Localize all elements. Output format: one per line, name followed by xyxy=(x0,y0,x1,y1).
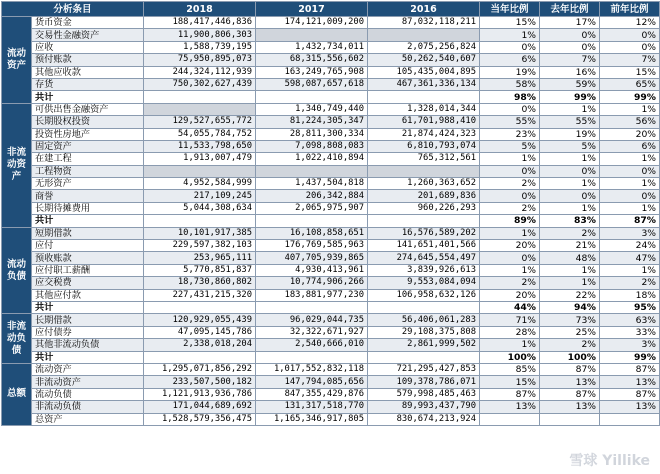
value-2018 xyxy=(144,301,256,313)
value-2018: 1,295,071,856,292 xyxy=(144,363,256,375)
value-2018: 1,121,913,936,786 xyxy=(144,388,256,400)
header-item: 分析条目 xyxy=(2,2,144,17)
value-2016: 16,576,589,202 xyxy=(368,227,480,239)
group-label: 流动资产 xyxy=(2,17,32,104)
value-2018: 2,338,018,204 xyxy=(144,339,256,351)
table-row xyxy=(2,289,660,301)
table-row xyxy=(2,401,660,413)
ratio-prior-year: 6% xyxy=(600,140,660,152)
value-2017: 407,705,939,865 xyxy=(256,252,368,264)
value-2017 xyxy=(256,91,368,103)
value-2016 xyxy=(368,165,480,177)
ratio-last-year: 7% xyxy=(540,54,600,66)
value-2017: 68,315,556,602 xyxy=(256,54,368,66)
row-label: 共计 xyxy=(32,301,144,313)
value-2017: 598,087,657,618 xyxy=(256,78,368,90)
table-row xyxy=(2,264,660,276)
value-2017: 1,017,552,832,118 xyxy=(256,363,368,375)
ratio-current: 2% xyxy=(480,277,540,289)
value-2017 xyxy=(256,165,368,177)
table-row xyxy=(2,116,660,128)
header-2018: 2018 xyxy=(144,2,256,17)
table-row xyxy=(2,339,660,351)
value-2018: 5,770,851,837 xyxy=(144,264,256,276)
value-2018: 54,055,784,752 xyxy=(144,128,256,140)
ratio-current: 15% xyxy=(480,376,540,388)
ratio-current: 1% xyxy=(480,29,540,41)
ratio-prior-year: 3% xyxy=(600,227,660,239)
ratio-last-year: 87% xyxy=(540,363,600,375)
value-2018: 11,533,798,650 xyxy=(144,140,256,152)
row-label: 其他非流动负债 xyxy=(32,339,144,351)
value-2018: 188,417,446,836 xyxy=(144,17,256,29)
ratio-last-year: 48% xyxy=(540,252,600,264)
value-2016: 21,874,424,323 xyxy=(368,128,480,140)
value-2016: 9,553,084,094 xyxy=(368,277,480,289)
ratio-current: 1% xyxy=(480,227,540,239)
ratio-last-year: 16% xyxy=(540,66,600,78)
value-2017: 1,165,346,917,805 xyxy=(256,413,368,425)
table-row xyxy=(2,54,660,66)
value-2017: 147,794,085,656 xyxy=(256,376,368,388)
table-row xyxy=(2,227,660,239)
value-2016: 50,262,540,607 xyxy=(368,54,480,66)
value-2016: 721,295,427,853 xyxy=(368,363,480,375)
value-2016: 106,958,632,126 xyxy=(368,289,480,301)
value-2016: 87,032,118,211 xyxy=(368,17,480,29)
ratio-current: 0% xyxy=(480,252,540,264)
value-2017: 176,769,585,963 xyxy=(256,240,368,252)
ratio-last-year: 73% xyxy=(540,314,600,326)
ratio-current: 1% xyxy=(480,264,540,276)
ratio-current: 20% xyxy=(480,289,540,301)
ratio-prior-year: 1% xyxy=(600,264,660,276)
ratio-prior-year: 56% xyxy=(600,116,660,128)
table-row xyxy=(2,376,660,388)
table-row xyxy=(2,140,660,152)
value-2018: 5,044,308,634 xyxy=(144,202,256,214)
ratio-prior-year: 24% xyxy=(600,240,660,252)
ratio-prior-year: 1% xyxy=(600,178,660,190)
value-2017: 174,121,009,200 xyxy=(256,17,368,29)
ratio-prior-year: 0% xyxy=(600,165,660,177)
value-2018: 244,324,112,939 xyxy=(144,66,256,78)
value-2018: 229,597,382,103 xyxy=(144,240,256,252)
ratio-last-year: 99% xyxy=(540,91,600,103)
value-2016: 830,674,213,924 xyxy=(368,413,480,425)
value-2017 xyxy=(256,351,368,363)
value-2018: 120,929,055,439 xyxy=(144,314,256,326)
ratio-current: 0% xyxy=(480,41,540,53)
ratio-current: 1% xyxy=(480,339,540,351)
value-2018: 227,431,215,320 xyxy=(144,289,256,301)
ratio-prior-year: 95% xyxy=(600,301,660,313)
value-2017 xyxy=(256,301,368,313)
row-label: 总资产 xyxy=(32,413,144,425)
ratio-last-year: 17% xyxy=(540,17,600,29)
row-label: 预付账款 xyxy=(32,54,144,66)
row-label: 其他应付款 xyxy=(32,289,144,301)
ratio-last-year: 0% xyxy=(540,190,600,202)
ratio-current: 15% xyxy=(480,17,540,29)
value-2016 xyxy=(368,29,480,41)
header-last-year-ratio: 去年比例 xyxy=(540,2,600,17)
value-2018: 171,044,689,692 xyxy=(144,401,256,413)
row-label: 应付债券 xyxy=(32,326,144,338)
table-row xyxy=(2,190,660,202)
value-2018: 4,952,584,999 xyxy=(144,178,256,190)
ratio-prior-year: 87% xyxy=(600,215,660,227)
ratio-prior-year xyxy=(600,413,660,425)
total-row xyxy=(2,301,660,313)
value-2016: 765,312,561 xyxy=(368,153,480,165)
value-2016: 141,651,401,566 xyxy=(368,240,480,252)
value-2016: 2,075,256,824 xyxy=(368,41,480,53)
table-row xyxy=(2,314,660,326)
row-label: 应付职工薪酬 xyxy=(32,264,144,276)
ratio-prior-year: 63% xyxy=(600,314,660,326)
ratio-prior-year: 2% xyxy=(600,277,660,289)
financial-analysis-table xyxy=(1,1,660,426)
row-label: 应付 xyxy=(32,240,144,252)
ratio-current: 6% xyxy=(480,54,540,66)
ratio-prior-year: 13% xyxy=(600,401,660,413)
value-2018: 47,095,145,786 xyxy=(144,326,256,338)
value-2018: 233,507,500,182 xyxy=(144,376,256,388)
row-label: 预收账款 xyxy=(32,252,144,264)
ratio-current: 2% xyxy=(480,178,540,190)
ratio-current: 2% xyxy=(480,202,540,214)
ratio-current: 13% xyxy=(480,401,540,413)
ratio-current: 0% xyxy=(480,103,540,115)
table-row xyxy=(2,277,660,289)
table-row xyxy=(2,29,660,41)
ratio-prior-year: 99% xyxy=(600,351,660,363)
ratio-prior-year: 20% xyxy=(600,128,660,140)
row-label: 短期借款 xyxy=(32,227,144,239)
table-row xyxy=(2,17,660,29)
ratio-last-year: 19% xyxy=(540,128,600,140)
ratio-last-year: 1% xyxy=(540,202,600,214)
value-2017: 1,022,410,894 xyxy=(256,153,368,165)
ratio-prior-year: 0% xyxy=(600,41,660,53)
row-label: 投资性房地产 xyxy=(32,128,144,140)
value-2016: 201,689,836 xyxy=(368,190,480,202)
value-2018: 1,913,007,479 xyxy=(144,153,256,165)
value-2018: 253,965,111 xyxy=(144,252,256,264)
value-2016: 105,435,004,895 xyxy=(368,66,480,78)
table-row xyxy=(2,66,660,78)
value-2017: 163,249,765,908 xyxy=(256,66,368,78)
value-2016: 61,701,988,410 xyxy=(368,116,480,128)
row-label: 非流动资产 xyxy=(32,376,144,388)
ratio-last-year: 1% xyxy=(540,178,600,190)
table-row xyxy=(2,252,660,264)
ratio-prior-year: 3% xyxy=(600,339,660,351)
ratio-current: 5% xyxy=(480,140,540,152)
table-row xyxy=(2,326,660,338)
value-2017 xyxy=(256,29,368,41)
value-2016: 6,810,793,074 xyxy=(368,140,480,152)
table-body xyxy=(2,17,660,426)
ratio-current: 44% xyxy=(480,301,540,313)
row-label: 工程物资 xyxy=(32,165,144,177)
ratio-current: 23% xyxy=(480,128,540,140)
table-row xyxy=(2,78,660,90)
value-2017: 1,432,734,011 xyxy=(256,41,368,53)
value-2018 xyxy=(144,91,256,103)
value-2018 xyxy=(144,215,256,227)
row-label: 共计 xyxy=(32,215,144,227)
ratio-last-year: 83% xyxy=(540,215,600,227)
ratio-prior-year: 7% xyxy=(600,54,660,66)
header-2017: 2017 xyxy=(256,2,368,17)
value-2018: 750,302,627,439 xyxy=(144,78,256,90)
row-label: 长期待摊费用 xyxy=(32,202,144,214)
value-2018 xyxy=(144,351,256,363)
ratio-current: 85% xyxy=(480,363,540,375)
ratio-current: 98% xyxy=(480,91,540,103)
row-label: 其他应收款 xyxy=(32,66,144,78)
value-2016: 29,108,375,808 xyxy=(368,326,480,338)
value-2017 xyxy=(256,215,368,227)
row-label: 非流动负债 xyxy=(32,401,144,413)
row-label: 应交税费 xyxy=(32,277,144,289)
ratio-last-year: 1% xyxy=(540,153,600,165)
value-2016: 3,839,926,613 xyxy=(368,264,480,276)
ratio-current: 55% xyxy=(480,116,540,128)
ratio-current: 28% xyxy=(480,326,540,338)
value-2018: 11,900,806,303 xyxy=(144,29,256,41)
row-label: 交易性金融资产 xyxy=(32,29,144,41)
value-2018: 18,730,860,802 xyxy=(144,277,256,289)
value-2018: 217,109,245 xyxy=(144,190,256,202)
value-2016: 579,998,485,463 xyxy=(368,388,480,400)
table-row xyxy=(2,178,660,190)
value-2017: 10,774,906,266 xyxy=(256,277,368,289)
ratio-current: 19% xyxy=(480,66,540,78)
value-2016: 2,861,999,502 xyxy=(368,339,480,351)
ratio-prior-year: 1% xyxy=(600,202,660,214)
header-prior-year-ratio: 前年比例 xyxy=(600,2,660,17)
row-label: 存货 xyxy=(32,78,144,90)
table-row xyxy=(2,165,660,177)
row-label: 货币资金 xyxy=(32,17,144,29)
value-2017: 2,540,666,010 xyxy=(256,339,368,351)
value-2016: 274,645,554,497 xyxy=(368,252,480,264)
value-2018 xyxy=(144,103,256,115)
ratio-last-year: 2% xyxy=(540,339,600,351)
ratio-last-year: 13% xyxy=(540,401,600,413)
value-2017: 1,340,749,440 xyxy=(256,103,368,115)
table-row xyxy=(2,202,660,214)
value-2016: 1,260,363,652 xyxy=(368,178,480,190)
ratio-last-year: 25% xyxy=(540,326,600,338)
ratio-last-year: 1% xyxy=(540,277,600,289)
ratio-prior-year: 12% xyxy=(600,17,660,29)
value-2016: 56,406,061,283 xyxy=(368,314,480,326)
row-label: 流动负债 xyxy=(32,388,144,400)
value-2018: 129,527,655,772 xyxy=(144,116,256,128)
ratio-prior-year: 99% xyxy=(600,91,660,103)
ratio-current: 0% xyxy=(480,165,540,177)
ratio-last-year: 13% xyxy=(540,376,600,388)
value-2017: 4,930,413,961 xyxy=(256,264,368,276)
ratio-prior-year: 65% xyxy=(600,78,660,90)
value-2017: 183,881,977,230 xyxy=(256,289,368,301)
ratio-prior-year: 1% xyxy=(600,153,660,165)
header-current-ratio: 当年比例 xyxy=(480,2,540,17)
ratio-prior-year: 47% xyxy=(600,252,660,264)
value-2017: 28,811,300,334 xyxy=(256,128,368,140)
row-label: 在建工程 xyxy=(32,153,144,165)
table-row xyxy=(2,128,660,140)
value-2016 xyxy=(368,91,480,103)
table-row xyxy=(2,103,660,115)
ratio-prior-year: 33% xyxy=(600,326,660,338)
value-2018: 75,950,895,073 xyxy=(144,54,256,66)
ratio-last-year: 2% xyxy=(540,227,600,239)
table-row xyxy=(2,240,660,252)
ratio-last-year: 1% xyxy=(540,103,600,115)
row-label: 共计 xyxy=(32,91,144,103)
value-2017: 96,029,044,735 xyxy=(256,314,368,326)
ratio-prior-year: 87% xyxy=(600,388,660,400)
value-2017: 7,098,808,083 xyxy=(256,140,368,152)
ratio-last-year: 100% xyxy=(540,351,600,363)
ratio-last-year: 94% xyxy=(540,301,600,313)
ratio-last-year: 21% xyxy=(540,240,600,252)
ratio-last-year: 59% xyxy=(540,78,600,90)
ratio-current: 0% xyxy=(480,190,540,202)
ratio-prior-year: 1% xyxy=(600,103,660,115)
ratio-current: 71% xyxy=(480,314,540,326)
group-label: 流动负债 xyxy=(2,227,32,314)
ratio-current: 20% xyxy=(480,240,540,252)
ratio-current xyxy=(480,413,540,425)
row-label: 应收 xyxy=(32,41,144,53)
value-2016 xyxy=(368,351,480,363)
ratio-current: 1% xyxy=(480,153,540,165)
total-row xyxy=(2,215,660,227)
total-row xyxy=(2,351,660,363)
ratio-prior-year: 18% xyxy=(600,289,660,301)
value-2016: 960,226,293 xyxy=(368,202,480,214)
ratio-prior-year: 87% xyxy=(600,363,660,375)
ratio-prior-year: 13% xyxy=(600,376,660,388)
value-2017: 81,224,305,347 xyxy=(256,116,368,128)
ratio-current: 87% xyxy=(480,388,540,400)
row-label: 商誉 xyxy=(32,190,144,202)
group-label: 非流动资产 xyxy=(2,103,32,227)
ratio-last-year: 0% xyxy=(540,165,600,177)
value-2016: 467,361,336,134 xyxy=(368,78,480,90)
value-2016: 1,328,014,344 xyxy=(368,103,480,115)
value-2016: 109,378,786,071 xyxy=(368,376,480,388)
value-2018: 1,588,739,195 xyxy=(144,41,256,53)
row-label: 长期股权投资 xyxy=(32,116,144,128)
header-row xyxy=(2,2,660,17)
total-row xyxy=(2,91,660,103)
table-row xyxy=(2,413,660,425)
value-2017: 32,322,671,927 xyxy=(256,326,368,338)
ratio-current: 100% xyxy=(480,351,540,363)
ratio-prior-year: 0% xyxy=(600,190,660,202)
group-label: 非流动负债 xyxy=(2,314,32,364)
row-label: 共计 xyxy=(32,351,144,363)
row-label: 长期借款 xyxy=(32,314,144,326)
value-2017: 206,342,884 xyxy=(256,190,368,202)
value-2017: 1,437,504,818 xyxy=(256,178,368,190)
value-2018: 10,101,917,385 xyxy=(144,227,256,239)
row-label: 流动资产 xyxy=(32,363,144,375)
group-label: 总额 xyxy=(2,363,32,425)
ratio-last-year: 0% xyxy=(540,29,600,41)
ratio-last-year: 55% xyxy=(540,116,600,128)
ratio-current: 89% xyxy=(480,215,540,227)
ratio-last-year: 22% xyxy=(540,289,600,301)
row-label: 可供出售金融资产 xyxy=(32,103,144,115)
value-2016 xyxy=(368,301,480,313)
table-row xyxy=(2,41,660,53)
value-2018: 1,528,579,356,475 xyxy=(144,413,256,425)
row-label: 无形资产 xyxy=(32,178,144,190)
header-2016: 2016 xyxy=(368,2,480,17)
value-2017: 847,355,429,876 xyxy=(256,388,368,400)
ratio-last-year: 5% xyxy=(540,140,600,152)
ratio-last-year xyxy=(540,413,600,425)
value-2016 xyxy=(368,215,480,227)
value-2017: 16,108,858,651 xyxy=(256,227,368,239)
table-row xyxy=(2,363,660,375)
ratio-last-year: 0% xyxy=(540,41,600,53)
ratio-last-year: 1% xyxy=(540,264,600,276)
value-2017: 2,065,975,907 xyxy=(256,202,368,214)
ratio-prior-year: 15% xyxy=(600,66,660,78)
ratio-current: 58% xyxy=(480,78,540,90)
table-row xyxy=(2,153,660,165)
table-row xyxy=(2,388,660,400)
ratio-prior-year: 0% xyxy=(600,29,660,41)
ratio-last-year: 87% xyxy=(540,388,600,400)
value-2018 xyxy=(144,165,256,177)
value-2017: 131,317,518,770 xyxy=(256,401,368,413)
value-2016: 89,993,437,790 xyxy=(368,401,480,413)
watermark-text: 雪球 Yillike xyxy=(569,453,650,469)
row-label: 固定资产 xyxy=(32,140,144,152)
